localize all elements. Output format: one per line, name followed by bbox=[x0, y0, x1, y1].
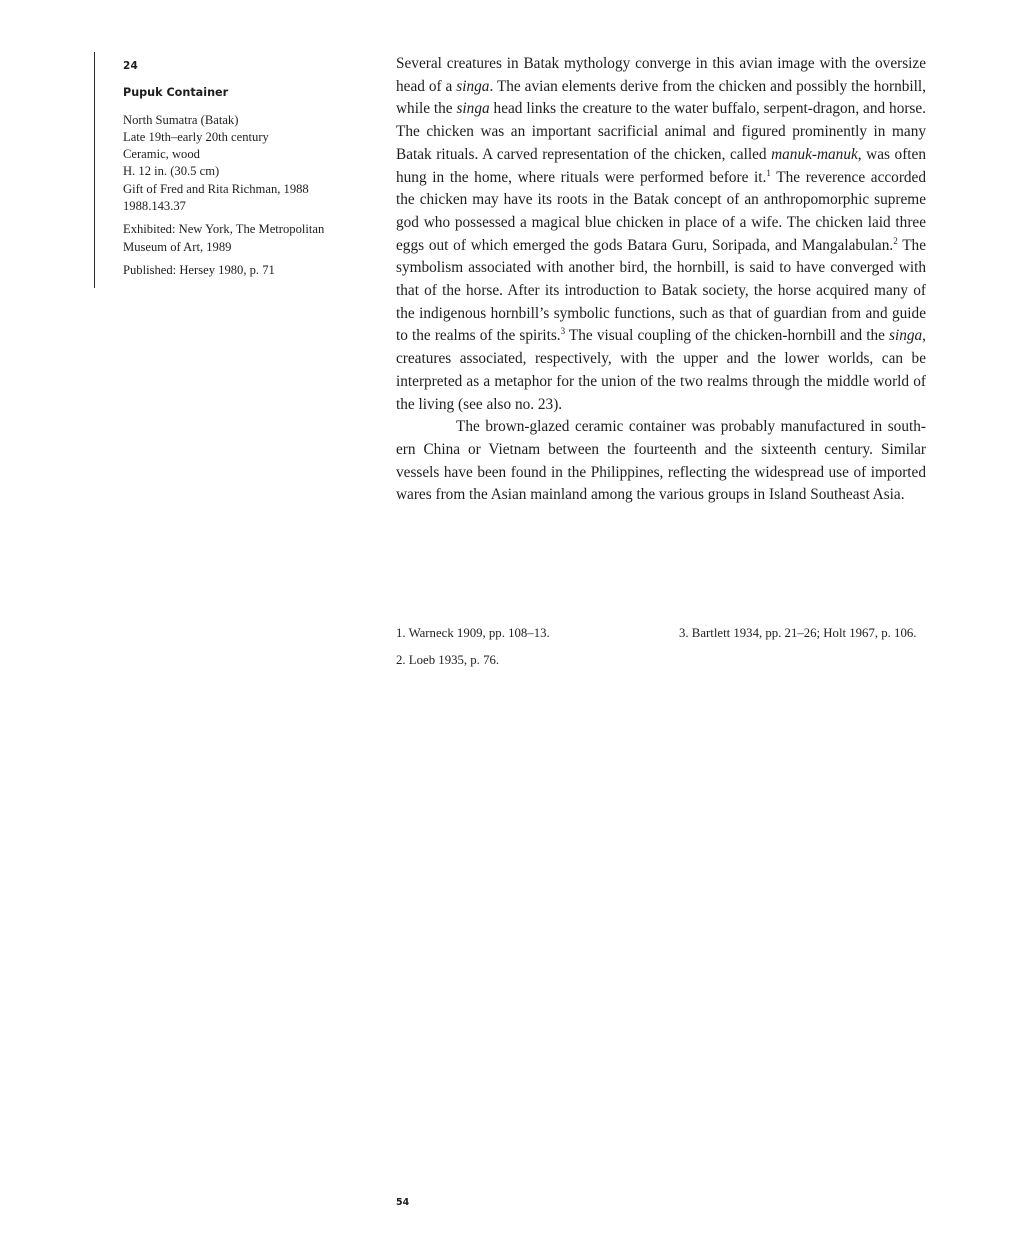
text-run: . The avian elements derive from the chicken and possibly the hornbill, while the bbox=[396, 77, 926, 118]
text-run: The visual coupling of the chicken-hornbill and the bbox=[565, 327, 890, 345]
italic-term: singa bbox=[456, 77, 490, 95]
object-title: Pupuk Container bbox=[123, 86, 229, 100]
text-run: The reverence accorded the chicken may have its roots in the Batak concept of an anthropomorphic supreme god who possessed a magical blue chicken in place of a wife. The chicken laid three eggs out of which emerged the gods Batara Guru, Soripada, and Mangalabulan. bbox=[396, 168, 926, 254]
essay-paragraph bbox=[396, 53, 926, 416]
endnote: 3. Bartlett 1934, pp. 21–26; Holt 1967, p. 106. bbox=[679, 626, 917, 640]
text-run: head links the creature to the water buffalo, serpent-dragon, and horse. The chicken was an important sacrificial animal and figured prominently in many Batak rituals. A carved representation of the chicken, called bbox=[396, 100, 926, 163]
italic-term: manuk-manuk bbox=[771, 145, 858, 163]
object-details bbox=[123, 112, 363, 216]
italic-term: singa bbox=[889, 327, 923, 345]
footnote-marker: 2 bbox=[893, 235, 898, 246]
sidebar-rule bbox=[94, 52, 95, 288]
object-medium: Ceramic, wood bbox=[123, 147, 200, 162]
endnote: 2. Loeb 1935, p. 76. bbox=[396, 653, 500, 667]
page-number: 54 bbox=[396, 1197, 410, 1208]
endnotes-column-left bbox=[396, 625, 636, 679]
essay-body bbox=[396, 53, 926, 507]
endnote: 1. Warneck 1909, pp. 108–13. bbox=[396, 626, 550, 640]
endnotes-column-right bbox=[679, 625, 926, 652]
object-credit-line: Gift of Fred and Rita Richman, 1988 bbox=[123, 181, 309, 196]
italic-term: singa bbox=[456, 100, 490, 118]
footnote-marker: 1 bbox=[766, 167, 771, 178]
footnote-marker: 3 bbox=[560, 326, 566, 337]
publication-history: Published: Hersey 1980, p. 71 bbox=[123, 262, 275, 277]
object-date: Late 19th–early 20th century bbox=[123, 129, 269, 144]
catalogue-entry-sidebar bbox=[123, 58, 363, 279]
text-run: , creatures associated, respectively, with the upper and the lower worlds, can be interpreted as a metaphor for the union of the two realms through the middle world of the living (see also no. 23). bbox=[396, 327, 926, 413]
text-run: The symbolism associated with another bird, the hornbill, is said to have converged with that of the horse. After its introduction to Batak society, the horse acquired many of the indigenous hornbill’s symbolic functions, such as that of guardian from and guide to the realms of the spirits. bbox=[396, 236, 926, 345]
object-accession-number: 1988.143.37 bbox=[123, 199, 186, 214]
exhibition-history: Exhibited: New York, The Metropolitan Museum of Art, 1989 bbox=[123, 222, 325, 254]
text-run: , was often hung in the home, where rituals were performed before it. bbox=[396, 145, 926, 186]
essay-paragraph: The brown-glazed ceramic container was probably manufactured in southern China or Vietnam between the fourteenth and the sixteenth century. Similar vessels have been found in the Philippines, reflecting the widespread use of imported wares from the Asian mainland among the various groups in Island Southeast Asia. bbox=[396, 418, 926, 504]
object-dimensions: H. 12 in. (30.5 cm) bbox=[123, 164, 220, 179]
object-origin: North Sumatra (Batak) bbox=[123, 112, 239, 127]
text-run: Several creatures in Batak mythology converge in this avian image with the oversize head of a bbox=[396, 55, 926, 95]
catalogue-number: 24 bbox=[123, 60, 139, 72]
